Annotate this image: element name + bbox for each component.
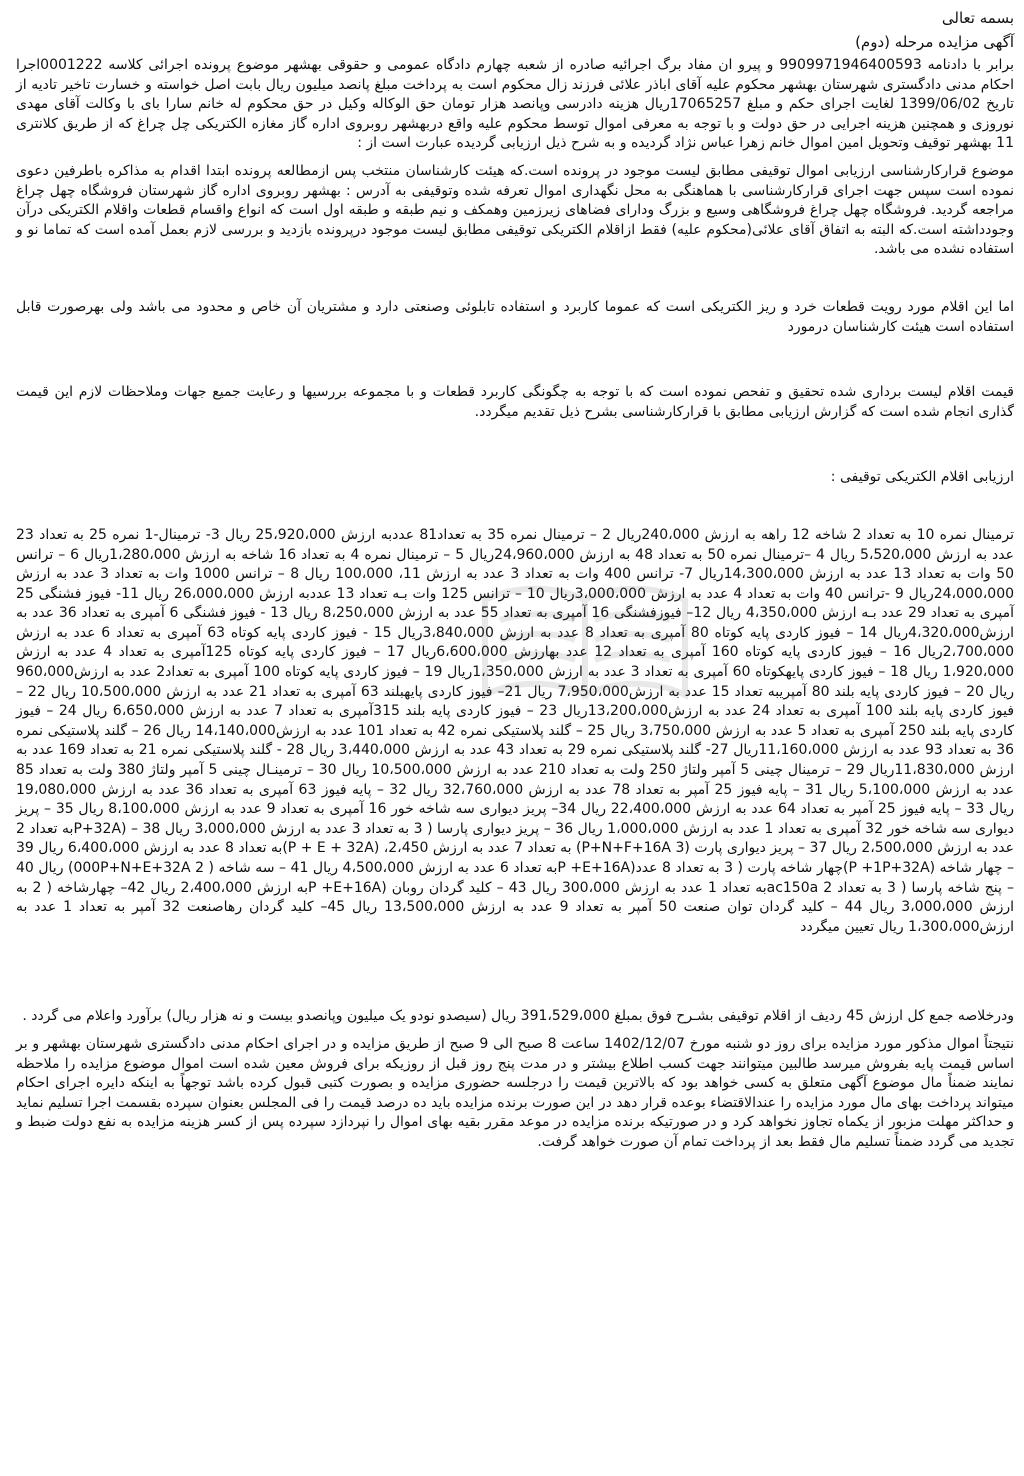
- paragraph-case-details: برابر با دادنامه 9909971946400593 و پیرو ان مفاد برگ اجرائیه صادره از شعبه چهارم دادگاه عمومی و حقوقی بهشهر موضوع پرونده اجرائی کلاسه 0001222اجرا احکام مدنی دادگستری شهرستان بهشهر محکوم علیه آقای اباذر علائی فرزند زال محکوم است به پرداخت مبلغ پانصد میلیون ریال بابت اصل خواسته و خسارت تاخیر تادیه از تاریخ 1399/06/02 لغایت اجرای حکم و مبلغ 17065257ریال هزینه دادرسی وپانصد هزار تومان حق الوکاله وکیل در حق محکوم له خانم سارا بای با وکالت آقای مهدی نوروزی و همچنین هزینه اجرایی در حق دولت و با توجه به معرفی اموال توسط محکوم علیه واقع دربهشهر روبروی اداره گاز مغازه الکتریکی چل چراغ که از طریق کلانتری 11 بهشهر توقیف وتحویل امین اموال خانم زهرا عباس نژاد گردیده و به شرح ذیل ارزیابی گردیده عبارت است از :: [16, 57, 1015, 152]
- notice-title: آگهی مزایده مرحله (دوم): [855, 33, 1014, 51]
- paragraph-pricing-method: قیمت اقلام لیست برداری شده تحقیق و تفحص نموده است که با توجه به چگونگی کاربرد قطعات و با مجموعه بررسیها و رعایت جمیع جهات وملاحظات لازم این قیمت گذاری انجام شده است که گزارش ارزیابی مطابق با قرارکارشناسی بشرح ذیل تقدیم میگردد.: [16, 384, 1014, 420]
- section-heading-items-valuation: ارزیابی اقلام الکتریکی توقیفی :: [830, 469, 1014, 486]
- paragraph-items-usage: اما این اقلام مورد رویت قطعات خرد و ریز الکتریکی است که عموما کاربرد و استفاده تابلوئی وصنعتی دارد و مشتریان آن خاص و محدود می باشد ولی بهرصورت قابل استفاده است هیئت کارشناسان درمورد: [16, 298, 1014, 335]
- paragraph-expert-inspection: موضوع قرارکارشناسی ارزیابی اموال توقیفی مطابق لیست موجود در پرونده است.که هیئت کارشناسان منتخب پس ازمطالعه پرونده ابتدا اقدام به مذاکره باطرفین دعوی نموده است سپس جهت اجرای قرارکارشناسی با هماهنگی به محل نگهداری اموال تعرفه شده وتوقیفی به آدرس : بهشهر روبروی اداره گاز شهرستان فروشگاه چهل چراغ مراجعه گردید. فروشگاه چهل چراغ فروشگاهی وسیع و بزرگ ودارای فضاهای زیرزمین وهمکف و نیم طبقه و طبقه اول است که انواع واقسام قطعات واقلام الکتریکی درآن وجودداشته است.که البته به اتفاق آقای علائی(محکوم علیه) فقط ازاقلام الکتریکی توقیفی مطابق لیست موجود درپرونده بازدید و بررسی لازم بعمل آمده است که تماما نو و استفاده نشده می باشد.: [16, 162, 1014, 258]
- bismillah-heading: بسمه تعالی: [941, 9, 1014, 27]
- paragraph-items-list: ترمینال نمره 10 به تعداد 2 شاخه 12 راهه به ارزش 240،000ریال 2 – ترمینال نمره 35 به تعداد81 عددبه ارزش 25،920،000 ریال 3- ترمینال-1 نمره 25 به تعداد 23 عدد به ارزش 5،520،000 ریال 4 –ترمینال نمره 50 به تعداد 48 به ارزش 24،960،000ریال 5 – ترمینال نمره 4 به تعداد 16 شاخه به ارزش 1،280،000ریال 6 – ترانس 50 وات به تعداد 13 عدد به ارزش 14،300،000ریال 7- ترانس 400 وات به تعداد 3 عدد به ارزش 11، 100،000 ریال 8 – ترانس 1000 وات به تعداد 3 عدد به ارزش 24،000،000ریال 9 -ترانس 40 وات به تعداد 4 عدد به ارزش 3،000،000ریال 10 – ترانس 125 وات بـه تعداد 13 عددبه ارزش 26،000،000 ریال 11- فیوز فشنگی 25 آمپری به تعداد 29 عدد بـه ارزش 4،350،000 ریال 12– فیوزفشنگی 16 آمپری به تعداد 55 عدد به ارزش 8،250،000 ریال 13 - فیوز فشنگی 6 آمپری به تعداد 36 عدد به ارزش4،320،000ریال 14 – فیوز کاردی پایه کوتاه 80 آمپری به تعداد 8 عدد به ارزش 3،840،000ریال 15 - فیوز کاردی پایه کوتاه 63 آمپری به تعداد 6 عدد به ارزش 2،700،000ریال 16 – فیوز کاردی پایه کوتاه 160 آمپری به تعداد 12 عدد بهارزش 6،600،000ریال 17 – فیوز کاردی پایه کوتاه 125آمپری به تعداد 4 عدد به ارزش 1،920،000 ریال 18 – فیوز کاردی پایهکوتاه 60 آمپری به تعداد 3 عدد به ارزش 1،350،000ریال 19 – فیوز کاردی پایه کوتاه 100 آمپری به تعداد2 عدد به ارزش960،000 ریال 20 – فیوز کاردی پایه بلند 80 آمپریبه تعداد 15 عدد به ارزش7،950،000 ریال 21– فیوز کاردی پایهبلند 63 آمپری به تعداد 21 عدد به ارزش 10،500،000 ریال 22 – فیوز کاردی پایه بلند 100 آمپری به تعداد 24 عدد به ارزش13،200،000ریال 23 – فیوز کاردی پایه بلند 315آمپری به تعداد 7 عدد به ارزش 6،650،000 ریال 24 – فیوز کاردی پایه بلند 250 آمپری به تعداد 5 عدد به ارزش 3،750،000 ریال 25 – گلند پلاستیکی نمره 42 به تعداد 101 عدد به ارزش14،140،000 ریال 26 – گلند پلاستیکی نمره 36 به تعداد 93 عدد به ارزش 11،160،000ریال 27- گلند پلاستیکی نمره 29 به تعداد 43 عدد به ارزش 3،440،000 ریال 28 - گلند پلاستیکی نمره 21 به تعداد 169 عدد به ارزش 11،830،000ریال 29 – ترمینال چینی 5 آمپر ولتاژ 250 ولت به تعداد 210 عدد به ارزش 10،500،000 ریال 30 – ترمینـال چینی 5 آمپر ولتاژ 380 ولت به تعداد 85 عدد به ارزش 5،100،000 ریال 31 – پایه فیوز 25 آمپر به تعداد 78 عدد به ارزش 32،760،000 ریال 32 – پایه فیوز 63 آمپری به تعداد 36 عدد به ارزش 19،080،000 ریال 33 – پایه فیوز 25 آمپر به تعداد 64 عدد به ارزش 22،400،000 ریال 34– پریز دیواری سه شاخه خور 16 آمپری به تعداد 9 عدد به ارزش 8،100،000 ریال 35 – پریز دیواری سه شاخه خور 32 آمپری به تعداد 1 عدد به ارزش 1،000،000 ریال 36 – پریز دیواری پارسا ( 3 به تعداد 3 عدد به ارزش 3،000،000 ریال 38 – (P+32Aبه تعداد 2 عدد به ارزش 2،500،000 ریال 37 – پریز دیواری پارت (3 P+N+F+16A) به تعداد 7 عدد به ارزش 2،450، (P + E + 32A)به تعداد 8 عدد به ارزش 6،400،000 ریال 39 – چهار شاخه (P +1P+32A)چهار شاخه پارت ( 3 به تعداد 8 عدد(P +E+16Aبه تعداد 6 عدد به ارزش 4،500،000 ریال 41 – سه شاخه ( 2 000P+N+E+32A) ریال 40 – پنج شاخه پارسا ( 3 به تعداد 2 ac150aبه تعداد 1 عدد به ارزش 300،000 ریال 43 – کلید گردان روبان (P +E+16Aبه ارزش 2،400،000 ریال 42– چهارشاخه ( 2 به ارزش 3،000،000 ریال 44 – کلید گردان توان صنعت 50 آمپر به تعداد 9 عدد به ارزش 13،500،000 ریال 45– کلید گردان رهاصنعت 32 آمپر به تعداد 1 عدد به ارزش1،300،000 ریال تعیین میگردد: [16, 526, 1015, 935]
- paragraph-auction-terms: نتیجتاً اموال مذکور مورد مزایده برای روز دو شنبه مورخ 1402/12/07 ساعت 8 صبح الی 9 صبح از طریق مزایده و در اجرای احکام مدنی دادگستری شهرستان بهشهر و بر اساس قیمت پایه بفروش میرسد طالبین میتوانند جهت کسب اطلاع بیشتر و در مدت پنج روز قبل از روزیکه برای فروش معین شده است اموال موضوع مزایده را ملاحظه نمایند ضمناً مال موضوع آگهی متعلق به کسی خواهد بود که بالاترین قیمت را درجلسه حضوری مزایده و بصورت کتبی قبول کرده باشد توجهاً به اینکه دایره اجرای احکام میتواند پرداخت بهای مال مورد مزایده را عندالاقتضاء بوعده قرار دهد در این صورت برنده مزایده باید ده درصد قیمت را فی المجلس بعنوان سپرده بقسمت اجرا تسلیم نماید و حداکثر مهلت مزبور از یکماه تجاوز نخواهد کرد و در صورتیکه برنده مزایده در موعد مقرر بقیه بهای اموال را نپردازد سپرده پس از کسر هزینه مزایده به نفع دولت ضبط و تجدید می گردد ضمناً تسلیم مال فقط بعد از پرداخت تمام آن صورت خواهد گرفت.: [16, 1035, 1014, 1150]
- paragraph-total-value: ودرخلاصه جمع کل ارزش 45 ردیف از اقلام توقیفی بشـرح فوق بمبلغ 391،529،000 ریال (سیصدو نودو یک میلیون وپانصدو بیست و نه هزار ریال) برآورد واعلام می گردد .: [22, 1008, 1014, 1025]
